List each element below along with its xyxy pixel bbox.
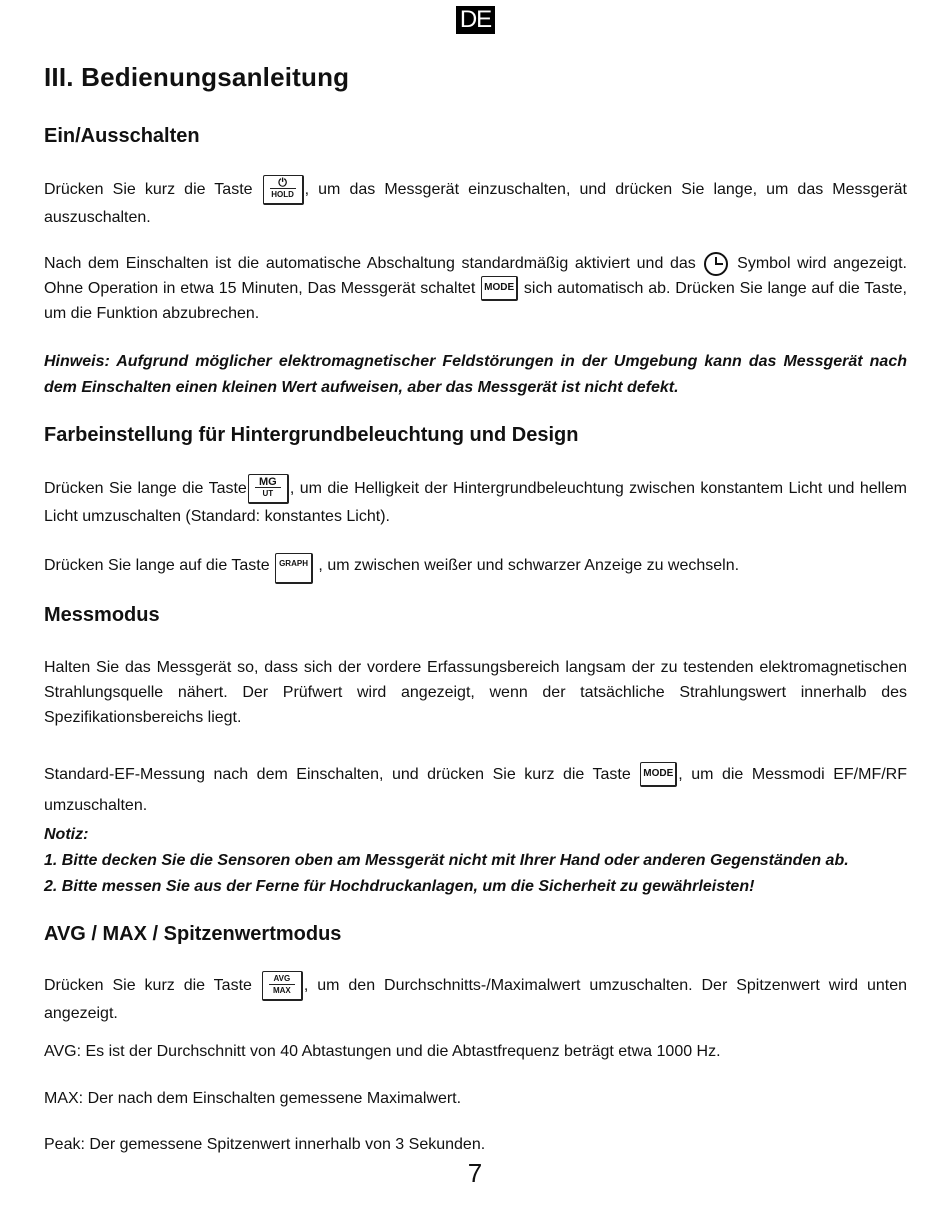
peak-definition: Peak: Der gemessene Spitzenwert innerhalb von 3 Sekunden.	[44, 1136, 486, 1153]
page-number: 7	[467, 1158, 483, 1188]
power-note: Hinweis: Aufgrund möglicher elektromagnetischer Feldstörungen in der Umgebung kann das Messgerät nach dem Einschalten einen kleinen Wert aufweisen, aber das Messgerät ist nicht defekt.	[44, 353, 907, 396]
notiz-item-2: 2. Bitte messen Sie aus der Ferne für Hochdruckanlagen, um die Sicherheit zu gewährleisten!	[44, 878, 755, 895]
notiz-label: Notiz:	[44, 826, 89, 843]
avg-paragraph-1: Drücken Sie kurz die Taste AVG MAX , um den Durchschnitts-/Maximalwert umzuschalten. Der Spitzenwert wird unten angezeigt.	[44, 971, 907, 1026]
language-badge: DE	[456, 6, 495, 34]
measure-notes	[44, 822, 907, 900]
max-definition: MAX: Der nach dem Einschalten gemessene Maximalwert.	[44, 1090, 462, 1107]
graph-key-icon: GRAPH	[275, 553, 313, 584]
heading-power: Ein/Ausschalten	[44, 125, 200, 147]
mode-key-icon: MODE	[640, 762, 677, 787]
avg-max-key-icon: AVG MAX	[262, 971, 303, 1001]
mode-key-icon: MODE	[481, 276, 518, 301]
power-hold-key-icon: ⏻ HOLD	[263, 175, 304, 205]
measure-paragraph-1: Halten Sie das Messgerät so, dass sich der vordere Erfassungsbereich langsam der zu testenden elektromagnetischen Strahlungsquelle nähert. Der Prüfwert wird angezeigt, wenn der tatsächliche Strahlungswert innerhalb des Spezifikationsbereichs liegt.	[44, 659, 907, 726]
notiz-item-1: 1. Bitte decken Sie die Sensoren oben am Messgerät nicht mit Ihrer Hand oder anderen Gegenständen ab.	[44, 852, 849, 869]
heading-measure: Messmodus	[44, 604, 160, 626]
measure-paragraph-2: Standard-EF-Messung nach dem Einschalten, und drücken Sie kurz die Taste MODE , um die Messmodi EF/MF/RF umzuschalten.	[44, 759, 907, 821]
page-title: III. Bedienungsanleitung	[44, 62, 350, 92]
avg-definition: AVG: Es ist der Durchschnitt von 40 Abtastungen und die Abtastfrequenz beträgt etwa 1000 Hz.	[44, 1043, 721, 1060]
color-paragraph-2: Drücken Sie lange auf die Taste GRAPH , um zwischen weißer und schwarzer Anzeige zu wechseln.	[44, 553, 739, 584]
color-paragraph-1: Drücken Sie lange die Taste MG UT , um die Helligkeit der Hintergrundbeleuchtung zwischen konstantem Licht und hellem Licht umzuschalten (Standard: konstantes Licht).	[44, 476, 907, 525]
mg-ut-key-icon: MG UT	[248, 474, 289, 504]
power-paragraph-2: Nach dem Einschalten ist die automatische Abschaltung standardmäßig aktiviert und das Symbol wird angezeigt. Ohne Operation in etwa 15 Minuten, Das Messgerät schaltet MODE sich automatisch ab. Drücken Sie lange auf die Taste, um die Funktion abzubrechen.	[44, 251, 907, 326]
heading-color: Farbeinstellung für Hintergrundbeleuchtung und Design	[44, 424, 579, 446]
power-paragraph-1: Drücken Sie kurz die Taste ⏻ HOLD , um das Messgerät einzuschalten, und drücken Sie lange, um das Messgerät auszuschalten.	[44, 177, 907, 226]
clock-icon	[704, 252, 728, 276]
heading-avg-max: AVG / MAX / Spitzenwertmodus	[44, 923, 342, 945]
